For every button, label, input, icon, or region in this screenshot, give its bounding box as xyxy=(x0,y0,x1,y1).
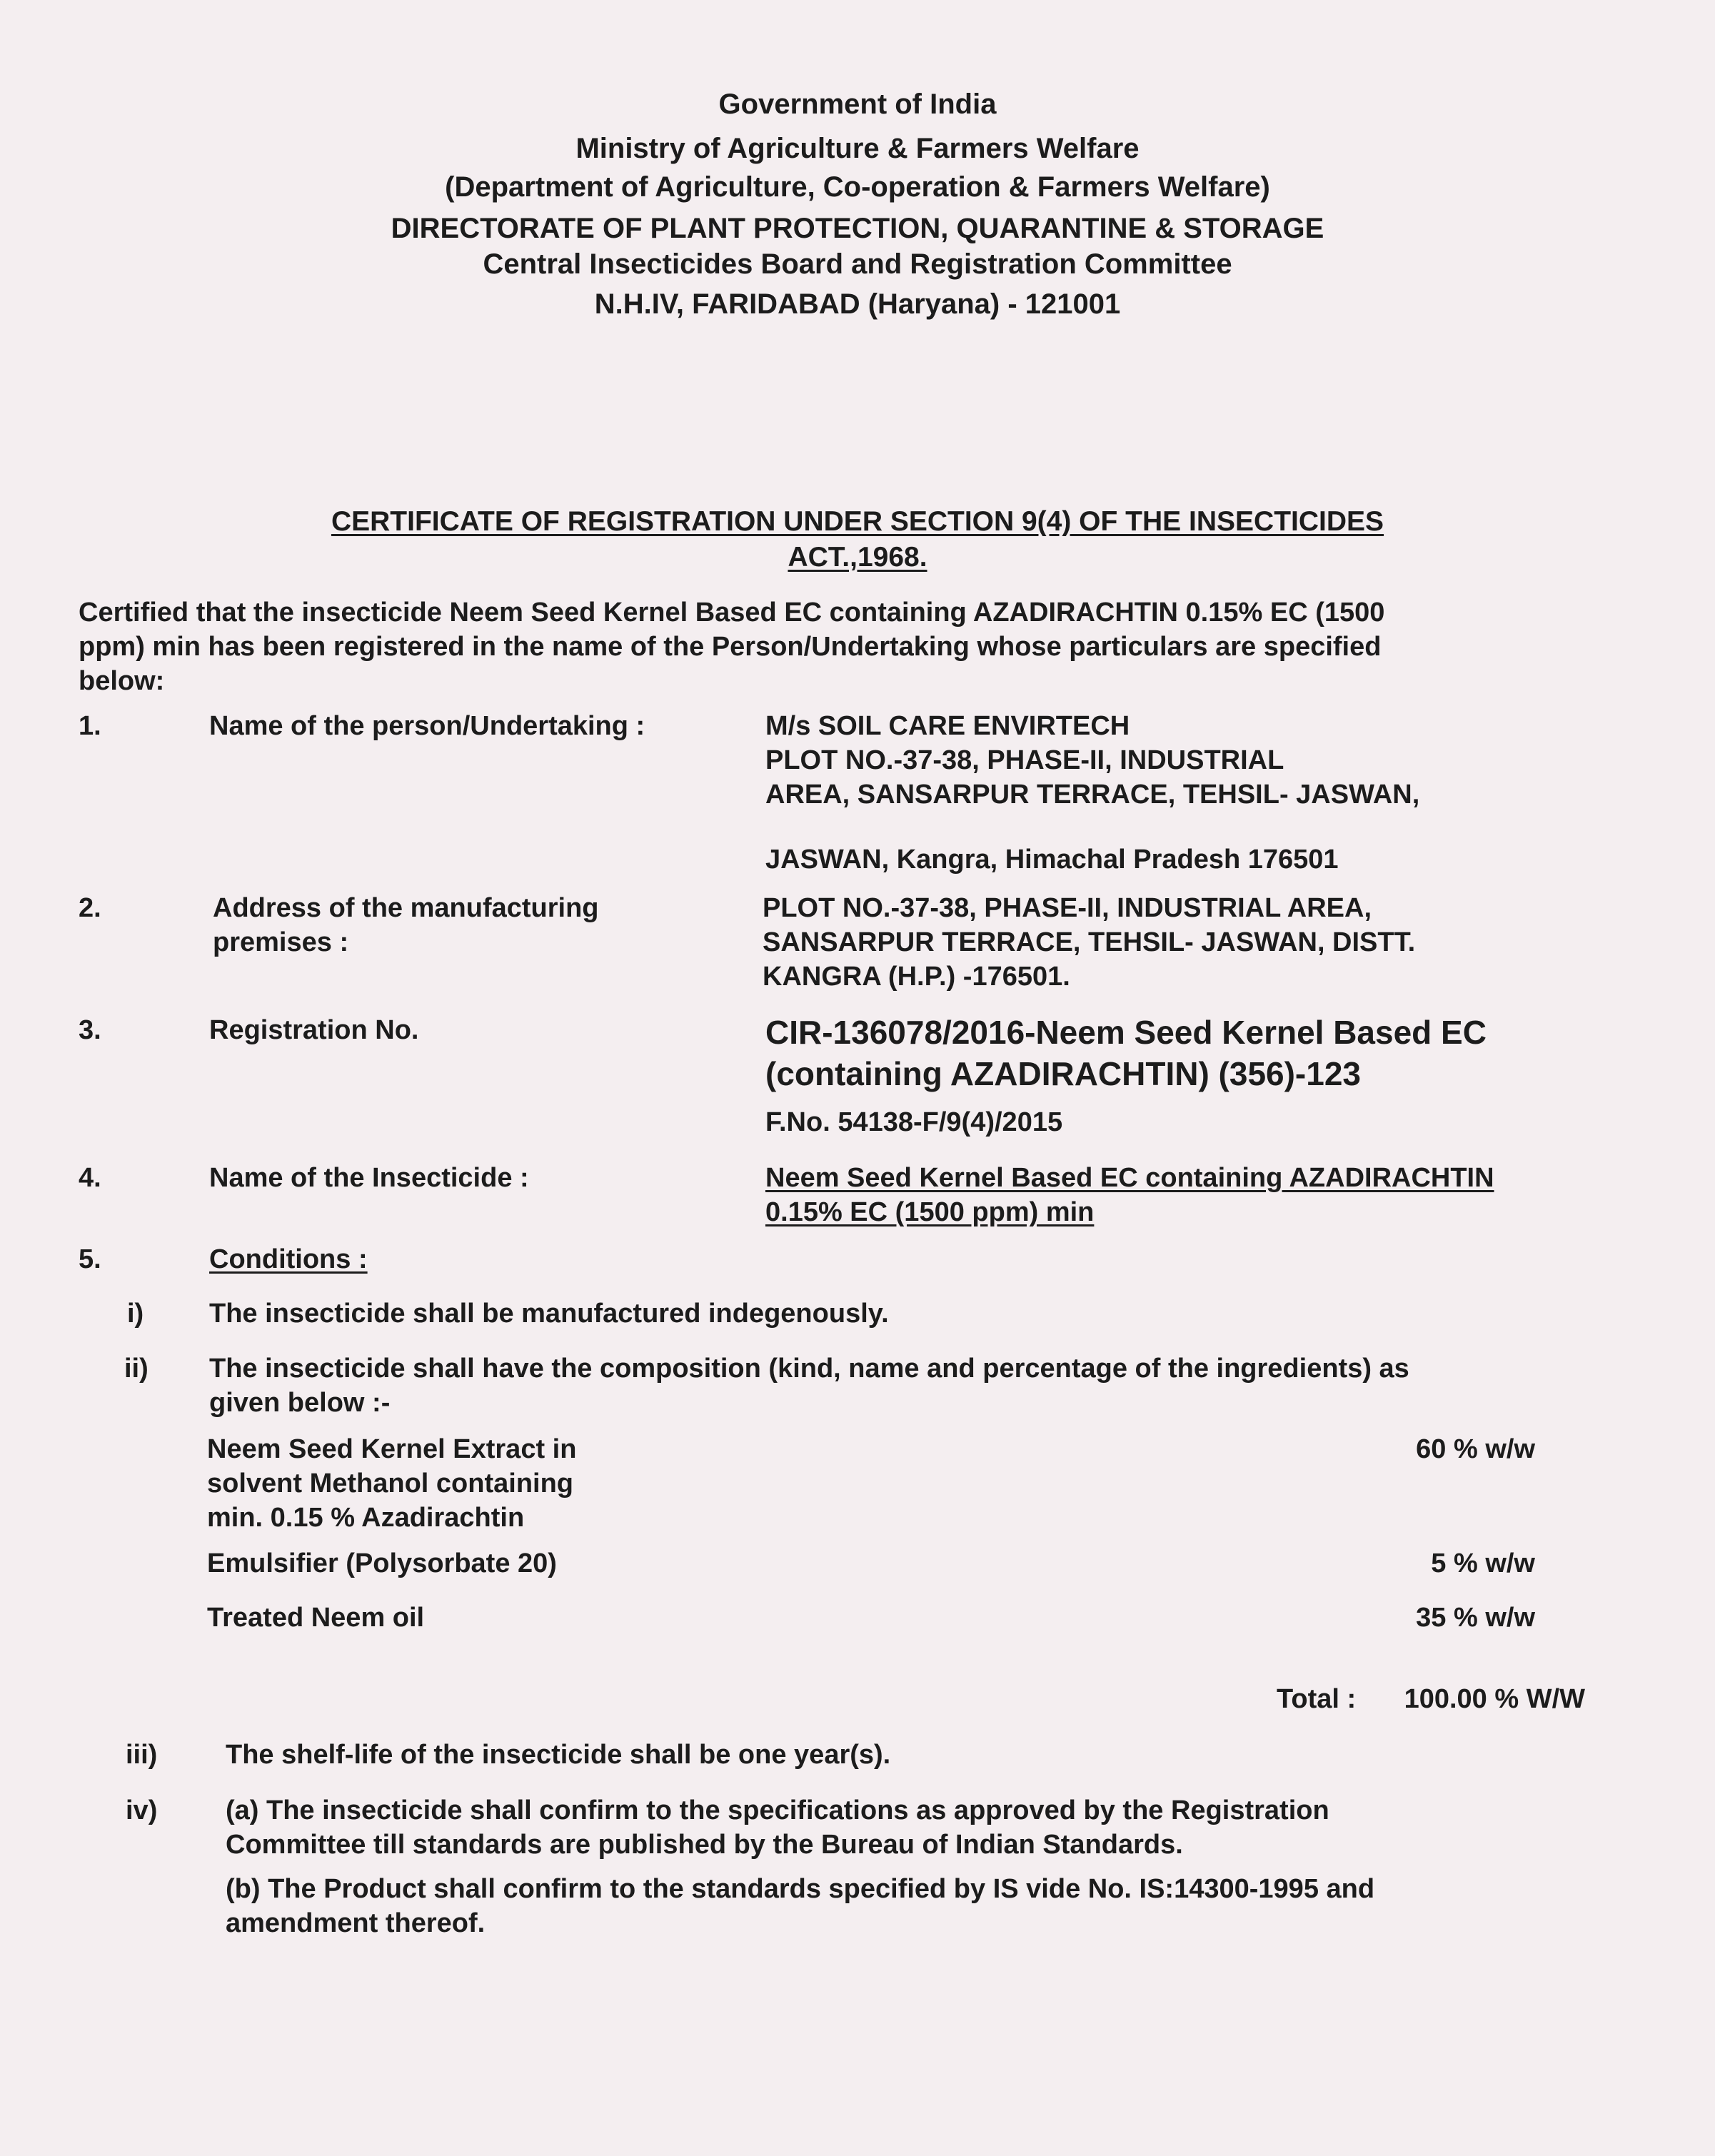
composition-row1-name-line2: solvent Methanol containing xyxy=(207,1469,574,1498)
condition-i-text: The insecticide shall be manufactured indegenously. xyxy=(209,1299,889,1329)
item1-value-line3: AREA, SANSARPUR TERRACE, TEHSIL- JASWAN, xyxy=(765,780,1420,810)
composition-row3-name: Treated Neem oil xyxy=(207,1603,425,1633)
intro-line3: below: xyxy=(79,666,165,696)
condition-i-marker: i) xyxy=(127,1299,144,1329)
condition-iii-marker: iii) xyxy=(126,1740,158,1770)
header-directorate: DIRECTORATE OF PLANT PROTECTION, QUARANTINE & STORAGE xyxy=(391,213,1324,244)
condition-ii-marker: ii) xyxy=(124,1354,149,1384)
composition-row3-amount: 35 % w/w xyxy=(1416,1603,1535,1633)
composition-row2-amount: 5 % w/w xyxy=(1431,1548,1535,1578)
item1-value-line2: PLOT NO.-37-38, PHASE-II, INDUSTRIAL xyxy=(765,745,1284,775)
insecticide-name-line1: Neem Seed Kernel Based EC containing AZADIRACHTIN xyxy=(765,1163,1494,1193)
item1-label: Name of the person/Undertaking : xyxy=(209,711,645,741)
conditions-heading: Conditions : xyxy=(209,1244,368,1274)
item2-label-line2: premises : xyxy=(213,927,349,957)
item5-number: 5. xyxy=(79,1244,101,1274)
item1-number: 1. xyxy=(79,711,101,741)
item4-label: Name of the Insecticide : xyxy=(209,1163,529,1193)
header-address: N.H.IV, FARIDABAD (Haryana) - 121001 xyxy=(594,288,1121,320)
condition-ii-text-line2: given below :- xyxy=(209,1388,391,1418)
item4-number: 4. xyxy=(79,1163,101,1193)
condition-iv-a-line2: Committee till standards are published by the Bureau of Indian Standards. xyxy=(226,1830,1183,1860)
condition-iv-b-line1: (b) The Product shall confirm to the standards specified by IS vide No. IS:14300-1995 and xyxy=(226,1874,1375,1904)
condition-iv-a-line1: (a) The insecticide shall confirm to the specifications as approved by the Registration xyxy=(226,1795,1329,1825)
item1-value-line4: JASWAN, Kangra, Himachal Pradesh 176501 xyxy=(765,845,1339,875)
composition-total-label: Total : xyxy=(1277,1684,1357,1714)
header-department: (Department of Agriculture, Co-operation & Farmers Welfare) xyxy=(445,171,1270,203)
header-government: Government of India xyxy=(718,89,997,120)
condition-iv-b-line2: amendment thereof. xyxy=(226,1908,486,1938)
certificate-title-line1: CERTIFICATE OF REGISTRATION UNDER SECTION 9(4) OF THE INSECTICIDES xyxy=(331,506,1384,537)
item2-number: 2. xyxy=(79,893,101,923)
header-ministry: Ministry of Agriculture & Farmers Welfare xyxy=(575,133,1140,164)
registration-number-line2: (containing AZADIRACHTIN) (356)-123 xyxy=(765,1055,1361,1092)
condition-iii-text: The shelf-life of the insecticide shall be one year(s). xyxy=(226,1740,891,1770)
condition-iv-marker: iv) xyxy=(126,1795,158,1825)
composition-row1-amount: 60 % w/w xyxy=(1416,1434,1535,1464)
composition-row2-name: Emulsifier (Polysorbate 20) xyxy=(207,1548,557,1578)
intro-line1: Certified that the insecticide Neem Seed Kernel Based EC containing AZADIRACHTIN 0.15% EC (1500 xyxy=(79,598,1385,628)
registration-number-line1: CIR-136078/2016-Neem Seed Kernel Based EC xyxy=(765,1014,1487,1051)
item2-label-line1: Address of the manufacturing xyxy=(213,893,599,923)
intro-line2: ppm) min has been registered in the name of the Person/Undertaking whose particulars are specified xyxy=(79,632,1382,662)
item1-value-line1: M/s SOIL CARE ENVIRTECH xyxy=(765,711,1130,741)
insecticide-name-line2: 0.15% EC (1500 ppm) min xyxy=(765,1197,1095,1227)
item2-value-line1: PLOT NO.-37-38, PHASE-II, INDUSTRIAL AREA, xyxy=(763,893,1372,923)
item3-number: 3. xyxy=(79,1015,101,1045)
item2-value-line3: KANGRA (H.P.) -176501. xyxy=(763,962,1070,992)
composition-row1-name-line1: Neem Seed Kernel Extract in xyxy=(207,1434,577,1464)
item3-label: Registration No. xyxy=(209,1015,419,1045)
composition-total-value: 100.00 % W/W xyxy=(1404,1684,1585,1714)
item2-value-line2: SANSARPUR TERRACE, TEHSIL- JASWAN, DISTT. xyxy=(763,927,1416,957)
condition-ii-text-line1: The insecticide shall have the composition (kind, name and percentage of the ingredients) as xyxy=(209,1354,1409,1384)
file-number: F.No. 54138-F/9(4)/2015 xyxy=(765,1107,1063,1137)
header-board: Central Insecticides Board and Registration Committee xyxy=(483,248,1232,280)
certificate-title-line2: ACT.,1968. xyxy=(788,542,927,573)
composition-row1-name-line3: min. 0.15 % Azadirachtin xyxy=(207,1503,525,1533)
